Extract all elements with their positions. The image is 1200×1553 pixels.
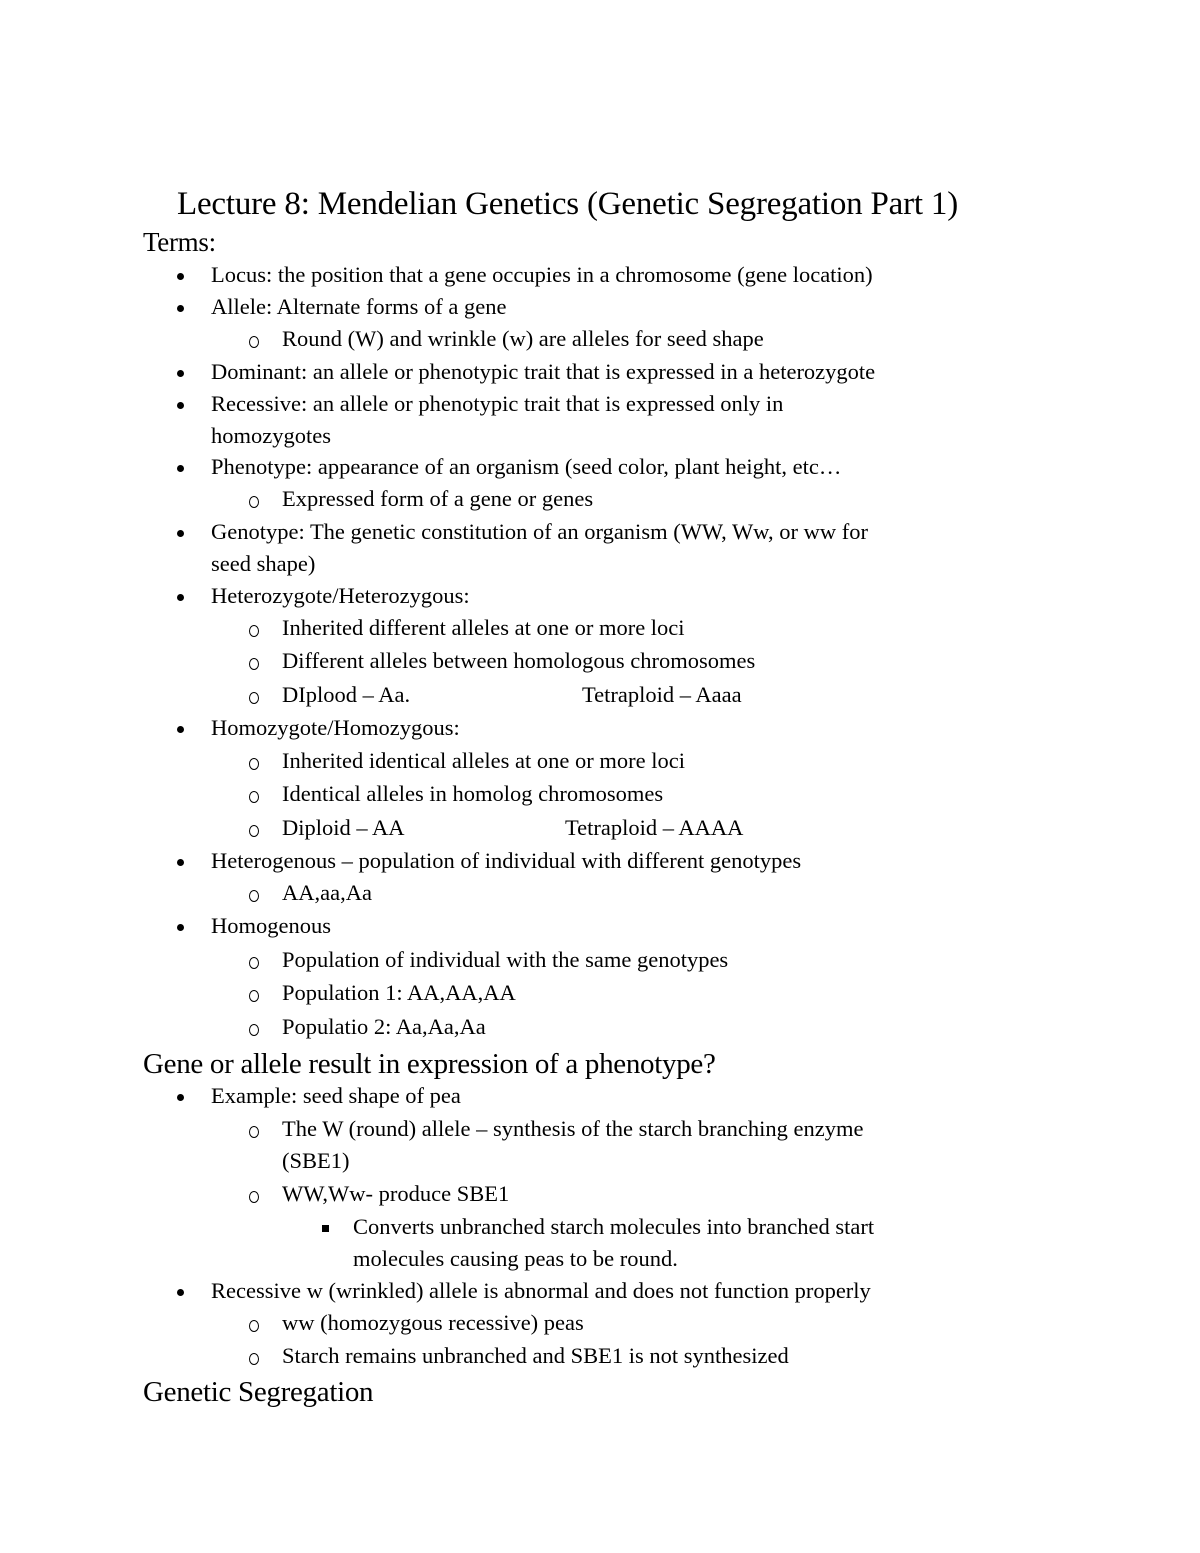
document-title: Lecture 8: Mendelian Genetics (Genetic Segregation Part 1) (177, 186, 959, 222)
bullet-disc-icon (177, 530, 184, 537)
list-item: Converts unbranched starch molecules into branched start (353, 1214, 875, 1239)
bullet-circle-icon (249, 1024, 259, 1036)
list-item: Different alleles between homologous chromosomes (282, 648, 756, 673)
list-item: Round (W) and wrinkle (w) are alleles for seed shape (282, 326, 764, 351)
list-item: Expressed form of a gene or genes (282, 486, 594, 511)
list-item-continuation: homozygotes (211, 423, 331, 448)
list-item: ww (homozygous recessive) peas (282, 1310, 584, 1335)
bullet-circle-icon (249, 1191, 259, 1203)
bullet-circle-icon (249, 825, 259, 837)
bullet-circle-icon (249, 1126, 259, 1138)
list-item: Heterozygote/Heterozygous: (211, 583, 470, 608)
list-item: Homozygote/Homozygous: (211, 715, 460, 740)
list-item: Locus: the position that a gene occupies in a chromosome (gene location) (211, 262, 873, 287)
list-item: Starch remains unbranched and SBE1 is not synthesized (282, 1343, 789, 1368)
bullet-circle-icon (249, 890, 259, 902)
bullet-circle-icon (249, 625, 259, 637)
list-item: Population of individual with the same genotypes (282, 947, 729, 972)
bullet-disc-icon (177, 402, 184, 409)
list-item: Allele: Alternate forms of a gene (211, 294, 507, 319)
bullet-circle-icon (249, 1353, 259, 1365)
list-item: Dominant: an allele or phenotypic trait that is expressed in a heterozygote (211, 359, 876, 384)
list-item: Population 1: AA,AA,AA (282, 980, 516, 1005)
list-item: Identical alleles in homolog chromosomes (282, 781, 664, 806)
bullet-disc-icon (177, 924, 184, 931)
list-item: Phenotype: appearance of an organism (seed color, plant height, etc… (211, 454, 842, 479)
list-item-tab-text: Tetraploid – AAAA (565, 815, 744, 840)
bullet-disc-icon (177, 1289, 184, 1296)
list-item: Genotype: The genetic constitution of an organism (WW, Ww, or ww for (211, 519, 868, 544)
bullet-circle-icon (249, 758, 259, 770)
list-item: Homogenous (211, 913, 331, 938)
bullet-circle-icon (249, 336, 259, 348)
list-item: Recessive: an allele or phenotypic trait that is expressed only in (211, 391, 784, 416)
list-item: AA,aa,Aa (282, 880, 372, 905)
bullet-disc-icon (177, 305, 184, 312)
bullet-circle-icon (249, 957, 259, 969)
list-item: Diploid – AA (282, 815, 405, 840)
bullet-circle-icon (249, 658, 259, 670)
section-heading-segregation: Genetic Segregation (143, 1376, 374, 1408)
bullet-circle-icon (249, 496, 259, 508)
section-heading-terms: Terms: (143, 227, 216, 257)
list-item-continuation: molecules causing peas to be round. (353, 1246, 678, 1271)
list-item: Inherited identical alleles at one or more loci (282, 748, 685, 773)
bullet-disc-icon (177, 859, 184, 866)
list-item: Inherited different alleles at one or more loci (282, 615, 685, 640)
list-item-continuation: (SBE1) (282, 1148, 350, 1173)
list-item: Recessive w (wrinkled) allele is abnormal and does not function properly (211, 1278, 871, 1303)
bullet-disc-icon (177, 594, 184, 601)
bullet-circle-icon (249, 791, 259, 803)
bullet-disc-icon (177, 273, 184, 280)
bullet-disc-icon (177, 465, 184, 472)
bullet-square-icon (322, 1225, 329, 1232)
list-item: DIplood – Aa. (282, 682, 411, 707)
bullet-disc-icon (177, 370, 184, 377)
list-item: Example: seed shape of pea (211, 1083, 461, 1108)
bullet-circle-icon (249, 692, 259, 704)
list-item: WW,Ww- produce SBE1 (282, 1181, 510, 1206)
list-item-tab-text: Tetraploid – Aaaa (582, 682, 742, 707)
bullet-circle-icon (249, 990, 259, 1002)
list-item-continuation: seed shape) (211, 551, 316, 576)
bullet-circle-icon (249, 1320, 259, 1332)
bullet-disc-icon (177, 726, 184, 733)
list-item: Heterogenous – population of individual with different genotypes (211, 848, 802, 873)
list-item: Populatio 2: Aa,Aa,Aa (282, 1014, 486, 1039)
list-item: The W (round) allele – synthesis of the starch branching enzyme (282, 1116, 864, 1141)
section-heading-expression: Gene or allele result in expression of a phenotype? (143, 1048, 716, 1080)
bullet-disc-icon (177, 1094, 184, 1101)
